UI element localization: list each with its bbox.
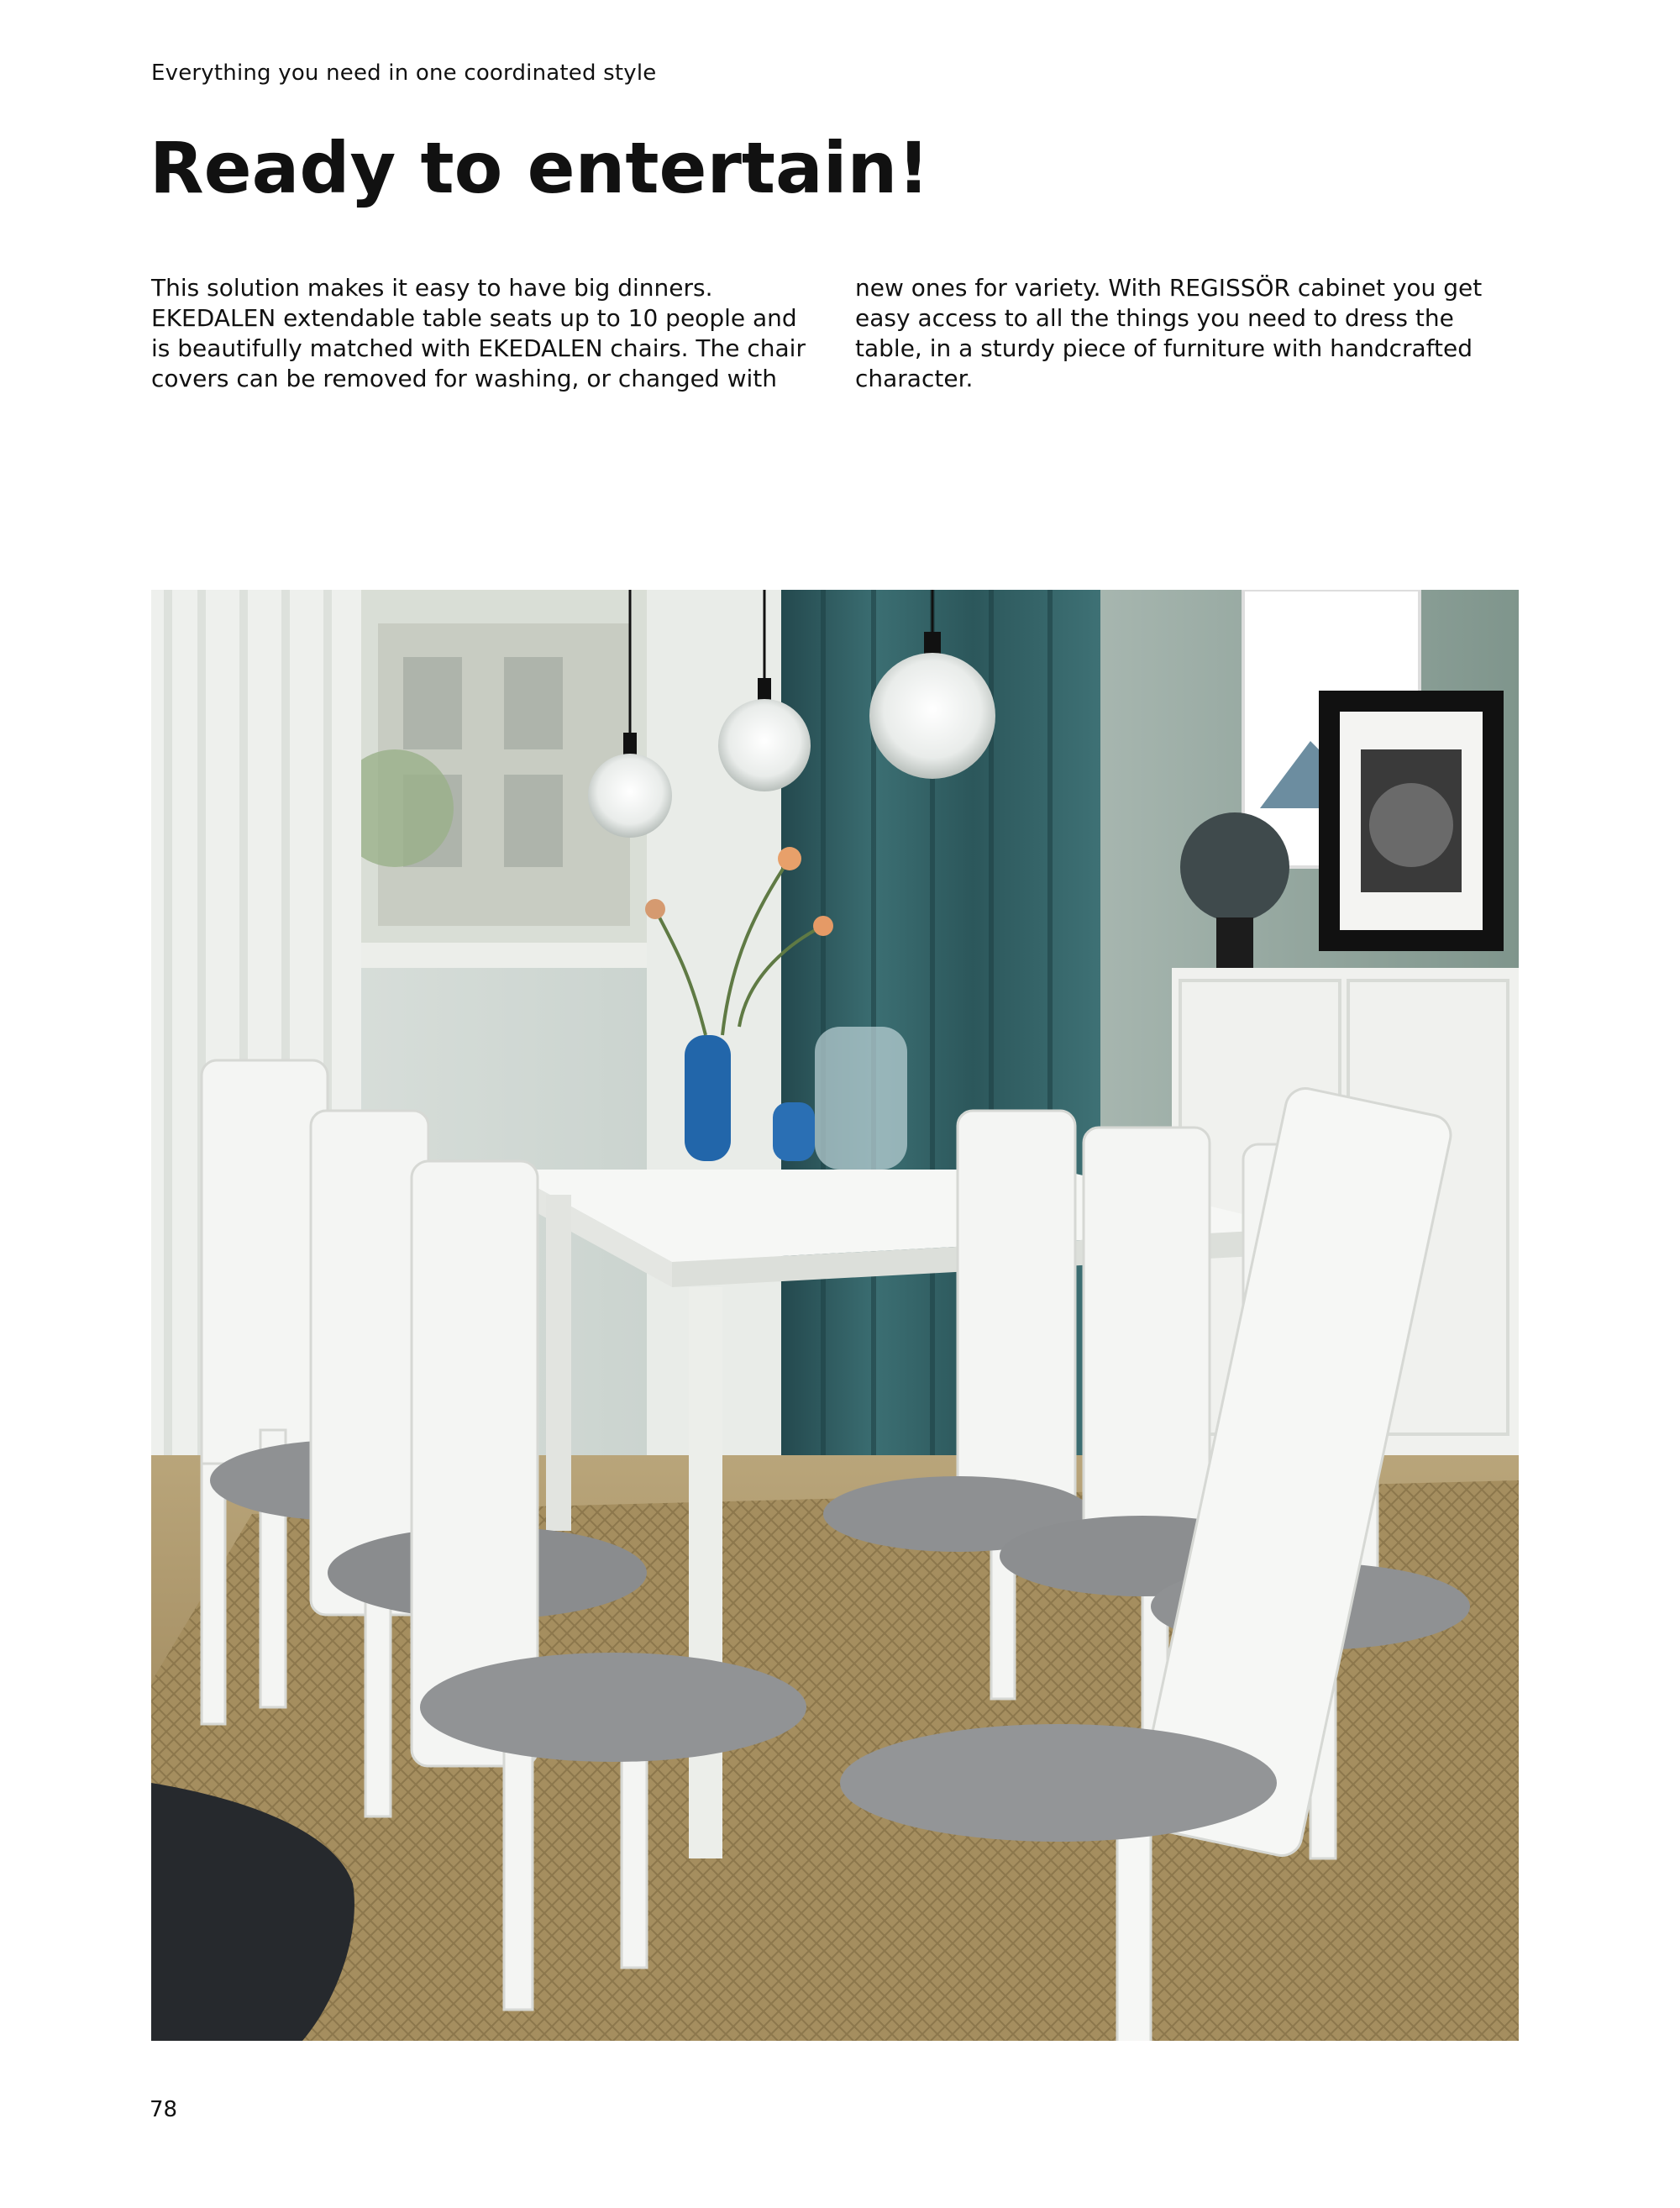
pendant-bulb [718,699,811,791]
dining-room-photo [151,590,1519,2041]
blue-vase [685,1035,731,1161]
body-text-line: table, in a sturdy piece of furniture with handcrafted [855,334,1473,362]
body-text-line: EKEDALEN extendable table seats up to 10 people and [151,304,797,332]
pendant-bulb [588,754,672,838]
page-title: Ready to entertain! [150,127,930,209]
page-number: 78 [150,2097,178,2122]
glass-carafe [815,1027,907,1170]
body-text-line: character. [855,365,974,392]
body-text-line: This solution makes it easy to have big dinners. [151,274,713,302]
body-text-left [151,273,823,394]
globe-lamp [1180,812,1289,922]
section-kicker: Everything you need in one coordinated style [151,60,657,86]
body-text-line: covers can be removed for washing, or changed with [151,365,777,392]
body-text-right [855,273,1527,394]
body-text-line: easy access to all the things you need to dress the [855,304,1454,332]
pendant-bulb [869,653,995,779]
body-text-line: new ones for variety. With REGISSÖR cabinet you get [855,274,1483,302]
body-text-line: is beautifully matched with EKEDALEN chairs. The chair [151,334,806,362]
